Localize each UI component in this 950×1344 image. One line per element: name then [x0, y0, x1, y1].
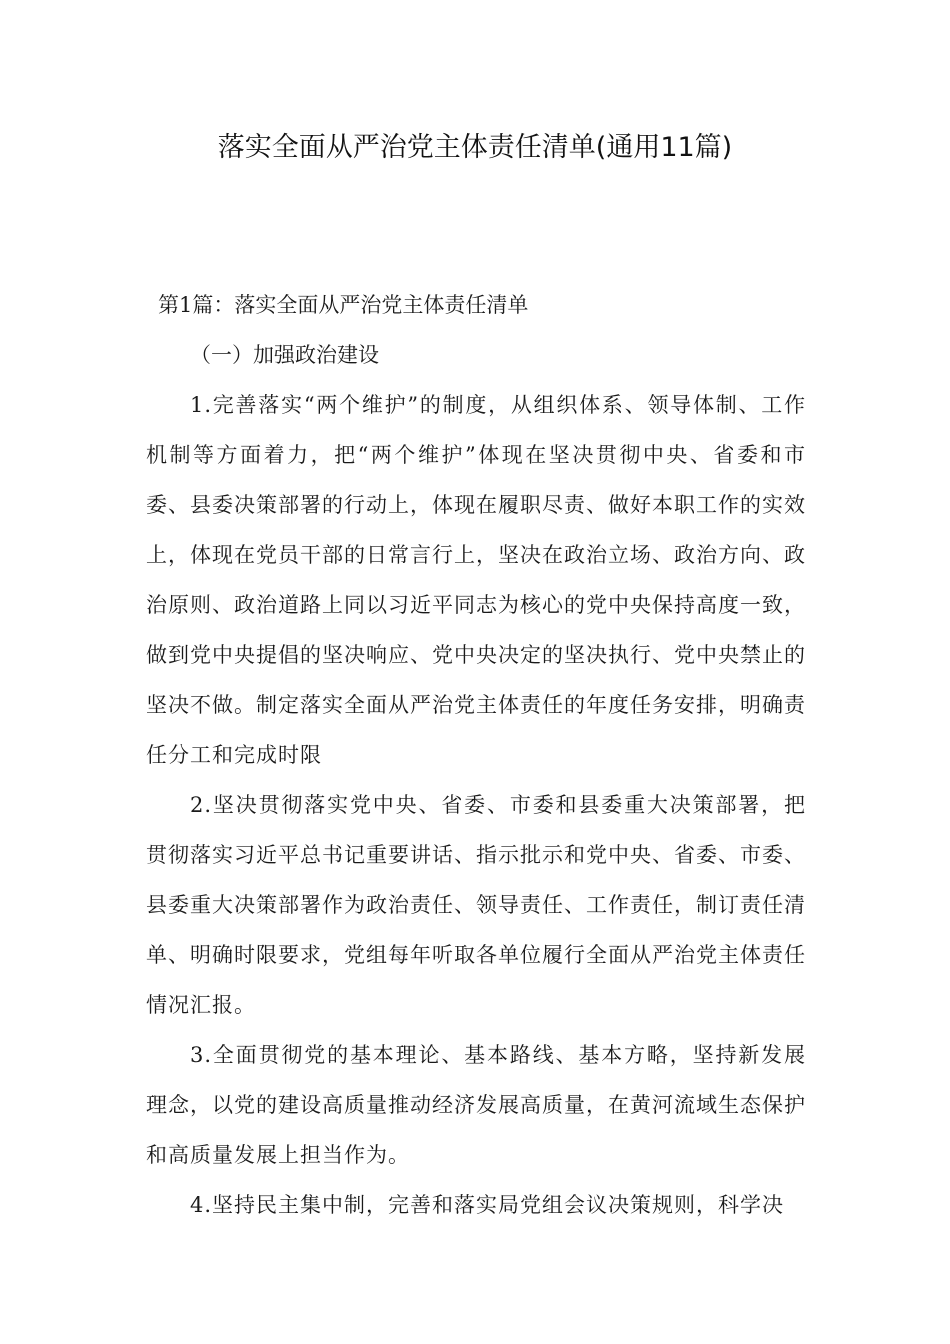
paragraph-3: 3.全面贯彻党的基本理论、基本路线、基本方略，坚持新发展理念，以党的建设高质量推动经济发展高质量，在黄河流域生态保护和高质量发展上担当作为。 — [146, 1043, 806, 1167]
document-title: 落实全面从严治党主体责任清单(通用11篇) — [217, 132, 733, 163]
chapter-heading: 第1篇：落实全面从严治党主体责任清单 — [158, 293, 529, 317]
document-body — [146, 280, 806, 1230]
paragraph-4: 4.坚持民主集中制，完善和落实局党组会议决策规则，科学决 — [190, 1193, 785, 1217]
section-heading: （一）加强政治建设 — [190, 343, 379, 367]
paragraph-2: 2.坚决贯彻落实党中央、省委、市委和县委重大决策部署，把贯彻落实习近平总书记重要讲话、指示批示和党中央、省委、市委、县委重大决策部署作为政治责任、领导责任、工作责任，制订责任清单、明确时限要求，党组每年听取各单位履行全面从严治党主体责任情况汇报。 — [146, 793, 806, 1017]
paragraph-1: 1.完善落实“两个维护”的制度，从组织体系、领导体制、工作机制等方面着力，把“两个维护”体现在坚决贯彻中央、省委和市委、县委决策部署的行动上，体现在履职尽责、做好本职工作的实效上，体现在党员干部的日常言行上，坚决在政治立场、政治方向、政治原则、政治道路上同以习近平同志为核心的党中央保持高度一致，做到党中央提倡的坚决响应、党中央决定的坚决执行、党中央禁止的坚决不做。制定落实全面从严治党主体责任的年度任务安排，明确责任分工和完成时限 — [146, 393, 806, 767]
